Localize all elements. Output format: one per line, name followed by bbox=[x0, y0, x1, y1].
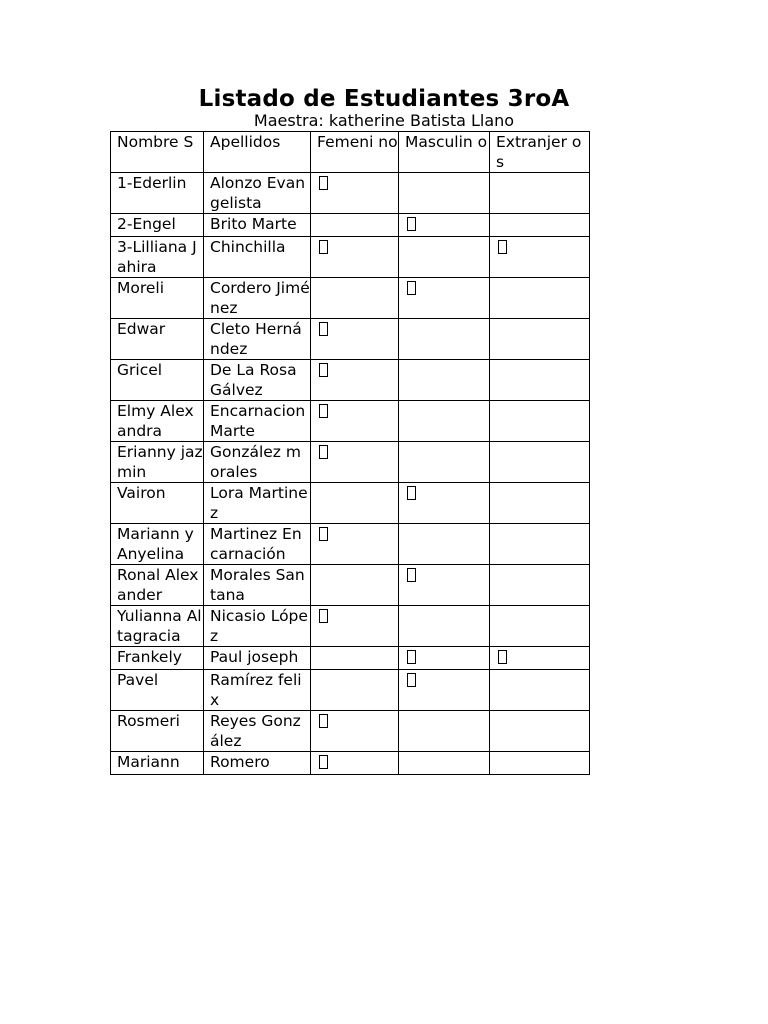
cell-femenino bbox=[311, 670, 399, 711]
cell-extranjero bbox=[490, 360, 590, 401]
cell-nombre: Vairon bbox=[111, 483, 204, 524]
cell-masculino bbox=[399, 606, 490, 647]
header-apellidos: Apellidos bbox=[204, 132, 311, 173]
cell-apellidos: Romero bbox=[204, 752, 311, 775]
table-row bbox=[111, 647, 590, 670]
cell-nombre: Frankely bbox=[111, 647, 204, 670]
cell-extranjero bbox=[490, 319, 590, 360]
cell-nombre: Erianny jazmin bbox=[111, 442, 204, 483]
cell-apellidos: González morales bbox=[204, 442, 311, 483]
cell-nombre: Elmy Alexandra bbox=[111, 401, 204, 442]
table-row bbox=[111, 442, 590, 483]
cell-apellidos: Brito Marte bbox=[204, 214, 311, 237]
table-row bbox=[111, 237, 590, 278]
cell-apellidos: Ramírez felix bbox=[204, 670, 311, 711]
check-mark-icon bbox=[407, 568, 416, 582]
cell-masculino bbox=[399, 565, 490, 606]
table-row bbox=[111, 606, 590, 647]
cell-nombre: Gricel bbox=[111, 360, 204, 401]
cell-femenino bbox=[311, 173, 399, 214]
cell-femenino bbox=[311, 237, 399, 278]
cell-apellidos: Cleto Hernández bbox=[204, 319, 311, 360]
cell-masculino bbox=[399, 214, 490, 237]
cell-nombre: 3-Lilliana Jahira bbox=[111, 237, 204, 278]
cell-extranjero bbox=[490, 401, 590, 442]
cell-nombre: 1-Ederlin bbox=[111, 173, 204, 214]
cell-extranjero bbox=[490, 278, 590, 319]
cell-apellidos: Reyes González bbox=[204, 711, 311, 752]
cell-extranjero bbox=[490, 647, 590, 670]
cell-masculino bbox=[399, 360, 490, 401]
check-mark-icon bbox=[407, 486, 416, 500]
check-mark-icon bbox=[407, 281, 416, 295]
cell-femenino bbox=[311, 319, 399, 360]
cell-masculino bbox=[399, 711, 490, 752]
check-mark-icon bbox=[319, 445, 328, 459]
cell-apellidos: Chinchilla bbox=[204, 237, 311, 278]
cell-femenino bbox=[311, 483, 399, 524]
cell-extranjero bbox=[490, 237, 590, 278]
cell-extranjero bbox=[490, 483, 590, 524]
table-header-row bbox=[111, 132, 590, 173]
cell-nombre: Moreli bbox=[111, 278, 204, 319]
table-row bbox=[111, 711, 590, 752]
table-row bbox=[111, 752, 590, 775]
cell-apellidos: Encarnacion Marte bbox=[204, 401, 311, 442]
cell-femenino bbox=[311, 606, 399, 647]
table-body bbox=[111, 173, 590, 775]
header-extranjeros: Extranjer os bbox=[490, 132, 590, 173]
table-row bbox=[111, 565, 590, 606]
cell-extranjero bbox=[490, 752, 590, 775]
cell-apellidos: Lora Martinez bbox=[204, 483, 311, 524]
cell-femenino bbox=[311, 752, 399, 775]
cell-femenino bbox=[311, 278, 399, 319]
cell-extranjero bbox=[490, 565, 590, 606]
cell-nombre: Rosmeri bbox=[111, 711, 204, 752]
cell-femenino bbox=[311, 214, 399, 237]
check-mark-icon bbox=[319, 240, 328, 254]
page-title: Listado de Estudiantes 3roA bbox=[198, 86, 570, 112]
check-mark-icon bbox=[319, 176, 328, 190]
cell-masculino bbox=[399, 278, 490, 319]
table-row bbox=[111, 360, 590, 401]
header-nombre: Nombre S bbox=[111, 132, 204, 173]
cell-femenino bbox=[311, 442, 399, 483]
table-row bbox=[111, 670, 590, 711]
cell-femenino bbox=[311, 711, 399, 752]
cell-nombre: 2-Engel bbox=[111, 214, 204, 237]
cell-nombre: Mariann y Anyelina bbox=[111, 524, 204, 565]
cell-masculino bbox=[399, 647, 490, 670]
cell-nombre: Edwar bbox=[111, 319, 204, 360]
cell-femenino bbox=[311, 524, 399, 565]
cell-femenino bbox=[311, 360, 399, 401]
cell-masculino bbox=[399, 319, 490, 360]
check-mark-icon bbox=[498, 650, 507, 664]
cell-apellidos: Martinez Encarnación bbox=[204, 524, 311, 565]
table-row bbox=[111, 483, 590, 524]
cell-extranjero bbox=[490, 606, 590, 647]
cell-masculino bbox=[399, 401, 490, 442]
table-row bbox=[111, 278, 590, 319]
cell-nombre: Mariann bbox=[111, 752, 204, 775]
header-femenino: Femeni no bbox=[311, 132, 399, 173]
check-mark-icon bbox=[319, 322, 328, 336]
cell-masculino bbox=[399, 483, 490, 524]
check-mark-icon bbox=[407, 650, 416, 664]
table-row bbox=[111, 524, 590, 565]
cell-masculino bbox=[399, 752, 490, 775]
cell-nombre: Ronal Alexander bbox=[111, 565, 204, 606]
table-row bbox=[111, 214, 590, 237]
cell-apellidos: Cordero Jiménez bbox=[204, 278, 311, 319]
cell-nombre: Yulianna Altagracia bbox=[111, 606, 204, 647]
cell-apellidos: Alonzo Evangelista bbox=[204, 173, 311, 214]
check-mark-icon bbox=[319, 363, 328, 377]
cell-masculino bbox=[399, 237, 490, 278]
cell-extranjero bbox=[490, 524, 590, 565]
cell-masculino bbox=[399, 524, 490, 565]
check-mark-icon bbox=[319, 714, 328, 728]
cell-extranjero bbox=[490, 173, 590, 214]
check-mark-icon bbox=[319, 527, 328, 541]
check-mark-icon bbox=[319, 609, 328, 623]
check-mark-icon bbox=[498, 240, 507, 254]
cell-apellidos: Paul joseph bbox=[204, 647, 311, 670]
cell-extranjero bbox=[490, 214, 590, 237]
check-mark-icon bbox=[407, 217, 416, 231]
cell-apellidos: Nicasio López bbox=[204, 606, 311, 647]
cell-extranjero bbox=[490, 442, 590, 483]
cell-femenino bbox=[311, 401, 399, 442]
student-roster-table bbox=[110, 131, 590, 775]
cell-extranjero bbox=[490, 711, 590, 752]
header-masculino: Masculin o bbox=[399, 132, 490, 173]
teacher-line: Maestra: katherine Batista Llano bbox=[253, 111, 515, 130]
cell-extranjero bbox=[490, 670, 590, 711]
cell-masculino bbox=[399, 442, 490, 483]
cell-apellidos: De La Rosa Gálvez bbox=[204, 360, 311, 401]
check-mark-icon bbox=[319, 404, 328, 418]
table-row bbox=[111, 401, 590, 442]
table-row bbox=[111, 173, 590, 214]
check-mark-icon bbox=[407, 673, 416, 687]
cell-apellidos: Morales Santana bbox=[204, 565, 311, 606]
cell-femenino bbox=[311, 565, 399, 606]
check-mark-icon bbox=[319, 755, 328, 769]
table-row bbox=[111, 319, 590, 360]
cell-nombre: Pavel bbox=[111, 670, 204, 711]
cell-masculino bbox=[399, 670, 490, 711]
cell-masculino bbox=[399, 173, 490, 214]
cell-femenino bbox=[311, 647, 399, 670]
